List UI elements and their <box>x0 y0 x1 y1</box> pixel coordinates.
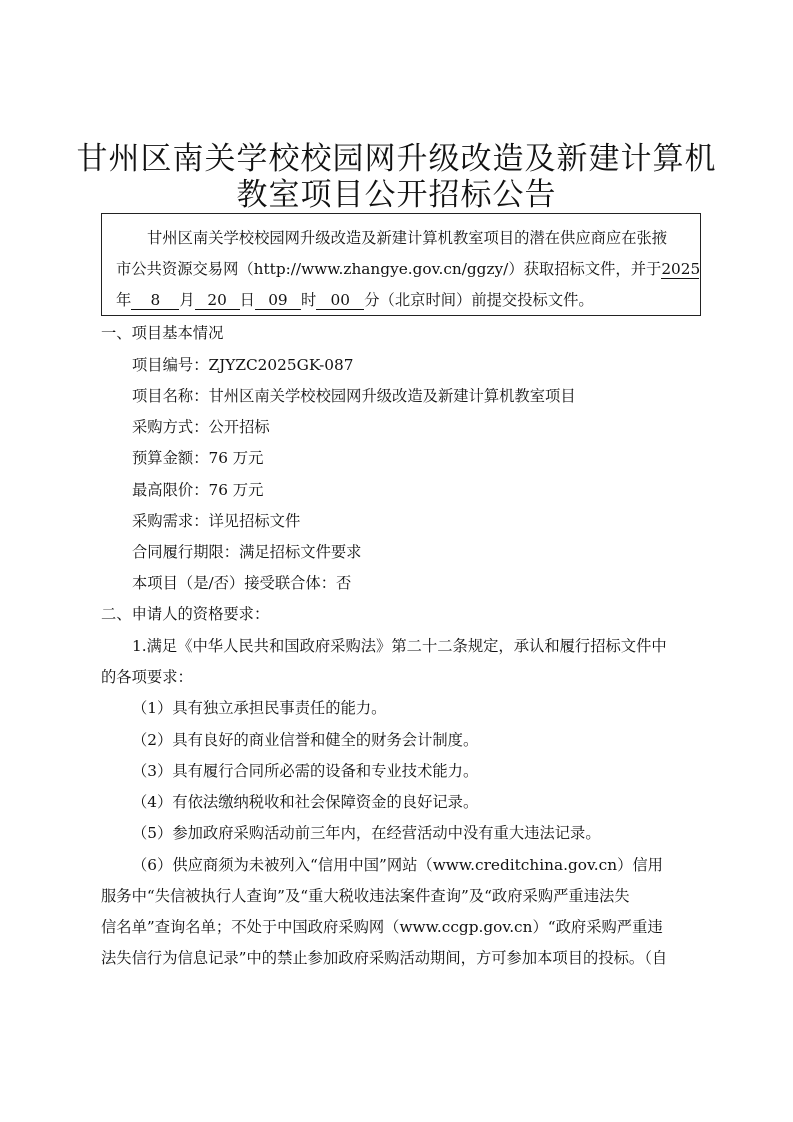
requirement-1-line-1: 1.满足《中华人民共和国政府采购法》第二十二条规定，承认和履行招标文件中 <box>132 637 667 655</box>
requirement-item-6-line-3: 信名单”查询名单；不处于中国政府采购网（www.ccgp.gov.cn）“政府采购严重违 <box>101 918 663 936</box>
document-title-line-1: 甘州区南关学校校园网升级改造及新建计算机 <box>76 141 717 177</box>
hour-suffix: 时 <box>300 291 317 309</box>
document-title-line-2: 教室项目公开招标公告 <box>236 177 557 213</box>
day-suffix: 日 <box>239 291 255 309</box>
section-1-heading: 一、项目基本情况 <box>101 324 224 342</box>
deadline-year: 2025 <box>661 260 701 278</box>
notice-line-3 <box>116 290 688 310</box>
procurement-method: 采购方式：公开招标 <box>132 418 270 436</box>
requirement-1-line-2: 的各项要求： <box>101 668 193 686</box>
deadline-minute: 00 <box>316 291 364 310</box>
month-suffix: 月 <box>179 291 195 309</box>
maximum-price: 最高限价：76 万元 <box>132 481 264 499</box>
deadline-hour: 09 <box>255 291 301 310</box>
requirement-item-6-line-4: 法失信行为信息记录”中的禁止参加政府采购活动期间，方可参加本项目的投标。（自 <box>101 949 668 967</box>
consortium-acceptance: 本项目（是/否）接受联合体：否 <box>132 574 352 592</box>
bid-deadline-notice-box <box>101 213 701 316</box>
requirement-item-5: （5）参加政府采购活动前三年内，在经营活动中没有重大违法记录。 <box>132 824 601 842</box>
requirement-item-6-line-1: （6）供应商须为未被列入“信用中国”网站（www.creditchina.gov.cn）信用 <box>132 856 663 874</box>
requirement-item-4: （4）有依法缴纳税收和社会保障资金的良好记录。 <box>132 793 479 811</box>
minute-suffix: 分（北京时间）前提交投标文件。 <box>364 291 594 309</box>
notice-line-2 <box>116 259 701 279</box>
project-number: 项目编号：ZJYZC2025GK-087 <box>132 356 354 374</box>
year-suffix: 年 <box>116 291 132 309</box>
requirement-item-2: （2）具有良好的商业信誉和健全的财务会计制度。 <box>132 731 479 749</box>
section-2-heading: 二、申请人的资格要求： <box>101 605 270 623</box>
requirement-item-6-line-2: 服务中“失信被执行人查询”及“重大税收违法案件查询”及“政府采购严重违法失 <box>101 887 630 905</box>
project-name: 项目名称：甘州区南关学校校园网升级改造及新建计算机教室项目 <box>132 387 576 405</box>
deadline-month: 8 <box>131 291 179 310</box>
requirement-item-1: （1）具有独立承担民事责任的能力。 <box>132 699 387 717</box>
contract-period: 合同履行期限：满足招标文件要求 <box>132 543 362 561</box>
requirement-item-3: （3）具有履行合同所必需的设备和专业技术能力。 <box>132 762 479 780</box>
deadline-day: 20 <box>195 291 240 310</box>
notice-line-1: 甘州区南关学校校园网升级改造及新建计算机教室项目的潜在供应商应在张掖 <box>147 229 668 247</box>
budget-amount: 预算金额：76 万元 <box>132 449 264 467</box>
procurement-requirements: 采购需求：详见招标文件 <box>132 512 301 530</box>
notice-source-text: 市公共资源交易网（http://www.zhangye.gov.cn/ggzy/）获取招标文件，并于 <box>116 260 662 278</box>
